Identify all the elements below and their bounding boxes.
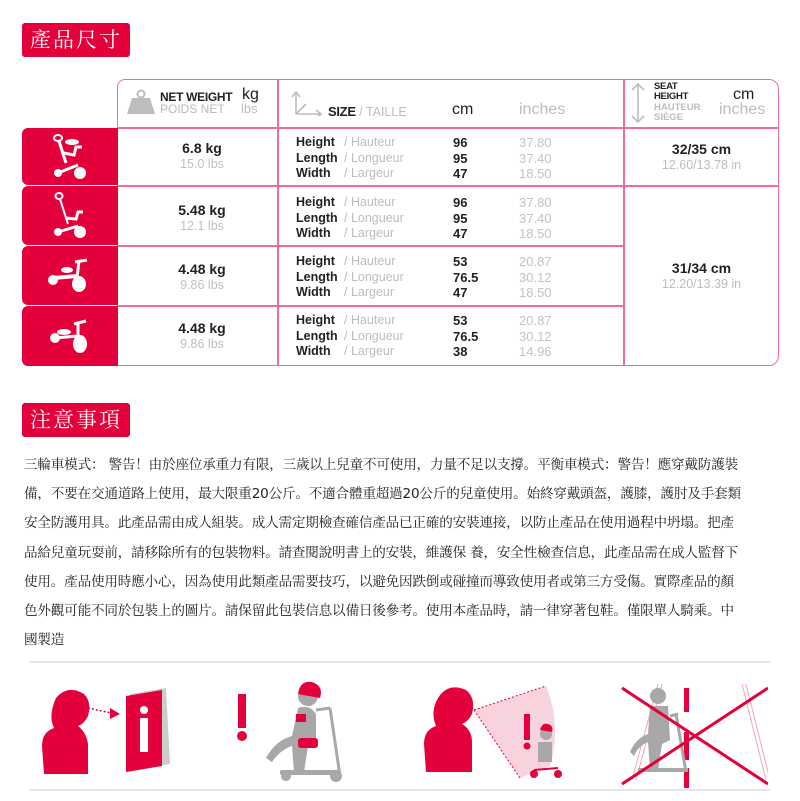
weight-lbs: 9.86 lbs bbox=[180, 337, 224, 351]
weight-unit-lbs: lbs bbox=[241, 101, 258, 116]
weight-header-subtitle: POIDS NET bbox=[160, 102, 225, 116]
dimension-inch-values: 37.80 37.40 18.50 bbox=[519, 135, 552, 181]
seat-header-subtitle-2: SIÈGE bbox=[654, 112, 684, 123]
seat-height-in: 12.60/13.78 in bbox=[661, 158, 742, 172]
dimension-cm-values: 96 95 47 bbox=[453, 195, 468, 241]
section-title-notes: 注意事項 bbox=[22, 403, 130, 437]
weight-lbs: 15.0 lbs bbox=[180, 157, 224, 171]
weight-header-title: NET WEIGHT bbox=[160, 90, 233, 104]
seat-unit-cm: cm bbox=[733, 86, 755, 103]
seat-height-cm: 31/34 cm bbox=[671, 260, 732, 276]
weight-unit-kg: kg bbox=[242, 86, 259, 103]
weight-kg: 5.48 kg bbox=[178, 202, 226, 218]
dimension-labels: Height / Hauteur Length / Longueur Width / Largeur bbox=[296, 254, 404, 299]
dimension-cm-values: 96 95 47 bbox=[453, 135, 468, 181]
dimension-cm-values: 53 76.5 38 bbox=[453, 313, 479, 359]
tricycle-push-handle-icon bbox=[50, 192, 90, 240]
row-divider bbox=[117, 185, 779, 187]
weight-lbs: 9.86 lbs bbox=[180, 278, 224, 292]
weight-lbs: 12.1 lbs bbox=[180, 219, 224, 233]
size-header-title: SIZE bbox=[328, 104, 356, 119]
wear-protective-gear-icon bbox=[230, 680, 370, 785]
weight-kg: 4.48 kg bbox=[178, 261, 226, 277]
weight-kg: 6.8 kg bbox=[182, 140, 222, 156]
paragraph-line: 國製造 bbox=[24, 632, 65, 649]
size-unit-inches: inches bbox=[519, 101, 566, 118]
divider-top bbox=[30, 661, 770, 663]
no-road-use-icon bbox=[618, 680, 768, 788]
dimension-labels: Height / Hauteur Length / Longueur Width / Largeur bbox=[296, 195, 404, 240]
size-header-subtitle: / TAILLE bbox=[359, 105, 407, 119]
tricycle-icon bbox=[47, 258, 93, 294]
mode-icon-cell bbox=[22, 306, 118, 366]
paragraph-line: 使用。產品使用時應小心，因為使用此類產品需要技巧，以避免因跌倒或碰撞而導致使用者或第三方受傷。實際產品的顏 bbox=[24, 573, 734, 590]
paragraph-line: 色外觀可能不同於包裝上的圖片。請保留此包裝信息以備日後參考。使用本產品時，請一律穿著包鞋。僅限單人騎乘。中 bbox=[24, 603, 734, 620]
seat-header-subtitle-1: HAUTEUR bbox=[654, 102, 701, 113]
mode-icon-cell bbox=[22, 246, 118, 305]
row-divider bbox=[117, 305, 624, 307]
paragraph-line: 備，不要在交通道路上使用，最大限重20公斤。不適合體重超過20公斤的兒童使用。始終穿戴頭盔，護膝，護肘及手套類 bbox=[24, 486, 741, 503]
dimension-labels: Height / Hauteur Length / Longueur Width / Largeur bbox=[296, 135, 404, 180]
balance-bike-icon bbox=[48, 318, 92, 354]
dimension-inch-values: 20.87 30.12 14.96 bbox=[519, 313, 552, 359]
tricycle-canopy-push-handle-icon bbox=[50, 133, 90, 181]
dimension-labels: Height / Hauteur Length / Longueur Width / Largeur bbox=[296, 313, 404, 358]
paragraph-line: 安全防護用具。此產品需由成人組裝。成人需定期檢查確信產品已正確的安裝連接，以防止產品在使用過程中坍塌。把產 bbox=[24, 515, 734, 532]
dimension-inch-values: 20.87 30.12 18.50 bbox=[519, 254, 552, 300]
size-unit-cm: cm bbox=[452, 101, 474, 118]
dimension-cm-values: 53 76.5 47 bbox=[453, 254, 479, 300]
weight-icon bbox=[126, 89, 156, 115]
weight-kg: 4.48 kg bbox=[178, 320, 226, 336]
vertical-arrow-icon bbox=[630, 82, 646, 124]
seat-header-title-1: SEAT bbox=[654, 81, 678, 92]
dimension-inch-values: 37.80 37.40 18.50 bbox=[519, 195, 552, 241]
mode-icon-cell bbox=[22, 186, 118, 245]
seat-unit-inches: inches bbox=[719, 101, 766, 118]
row-divider bbox=[117, 127, 779, 129]
divider-bottom bbox=[30, 789, 770, 791]
row-divider bbox=[117, 245, 624, 247]
seat-header-title-2: HEIGHT bbox=[654, 91, 689, 102]
mode-icon-cell bbox=[22, 128, 118, 185]
seat-height-in: 12.20/13.39 in bbox=[661, 277, 742, 291]
column-divider bbox=[623, 79, 625, 366]
dimensions-icon bbox=[290, 90, 324, 116]
column-divider bbox=[277, 79, 279, 366]
warning-paragraph bbox=[24, 451, 780, 655]
paragraph-line: 三輪車模式： 警告！由於座位承重力有限，三歲以上兒童不可使用，力量不足以支撐。平衡車模式：警告！應穿戴防護裝 bbox=[24, 457, 738, 473]
adult-supervision-icon bbox=[422, 678, 562, 786]
paragraph-line: 品給兒童玩耍前，請移除所有的包裝物料。請查閱說明書上的安裝，維護保 養，安全性檢查信息，此產品需在成人監督下 bbox=[24, 544, 738, 561]
read-instructions-icon bbox=[40, 686, 180, 776]
section-title-product-size: 產品尺寸 bbox=[22, 23, 130, 57]
seat-height-cm: 32/35 cm bbox=[671, 141, 732, 157]
